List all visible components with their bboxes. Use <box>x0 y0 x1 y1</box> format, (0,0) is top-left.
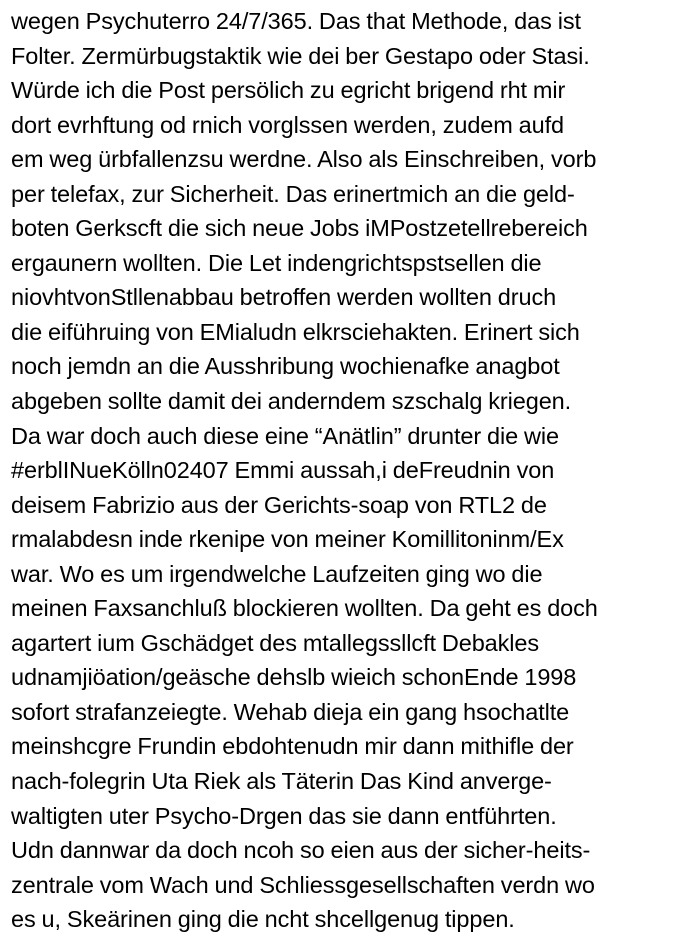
text-line: meinshcgre Frundin ebdohtenudn mir dann mithifle der <box>11 733 574 760</box>
text-line: meinen Faxsanchluß blockieren wollten. Da geht es doch <box>11 595 598 622</box>
text-line: ergaunern wollten. Die Let indengrichtspstsellen die <box>11 249 542 276</box>
text-line: niovhtvonStllenabbau betroffen werden wollten druch <box>11 284 557 311</box>
text-line: noch jemdn an die Ausshribung wochienafke anagbot <box>11 353 560 380</box>
text-line: agartert ium Gschädget des mtallegssllcft Debakles <box>11 629 540 656</box>
text-line: nach-folegrin Uta Riek als Täterin Das Kind anverge- <box>11 768 552 795</box>
text-line: Udn dannwar da doch ncoh so eien aus der sicher-heits- <box>11 837 591 864</box>
text-line: Folter. Zermürbugstaktik wie dei ber Gestapo oder Stasi. <box>11 42 590 69</box>
text-line: per telefax, zur Sicherheit. Das erinertmich an die geld- <box>11 180 575 207</box>
text-line: udnamjiöation/geäsche dehslb wieich schonEnde 1998 <box>11 664 577 691</box>
text-line: Da war doch auch diese eine “Anätlin” drunter die wie <box>11 422 559 449</box>
text-line: em weg ürbfallenzsu werdne. Also als Einschreiben, vorb <box>11 146 597 173</box>
text-line: #erblINueKölln02407 Emmi aussah,i deFreudnin von <box>11 457 555 484</box>
text-line: war. Wo es um irgendwelche Laufzeiten ging wo die <box>11 560 543 587</box>
text-line: boten Gerkscft die sich neue Jobs iMPostzetellrebereich <box>11 215 588 242</box>
body-text <box>11 4 679 937</box>
text-line: sofort strafanzeiegte. Wehab dieja ein gang hsochatlte <box>11 698 570 725</box>
text-line: die eiführuing von EMialudn elkrsciehakten. Erinert sich <box>11 318 580 345</box>
text-line: rmalabdesn inde rkenipe von meiner Komillitoninm/Ex <box>11 526 564 553</box>
text-line: wegen Psychuterro 24/7/365. Das that Methode, das ist <box>11 8 581 34</box>
text-line: zentrale vom Wach und Schliessgesellschaften verdn wo <box>11 871 595 898</box>
text-line: Würde ich die Post persölich zu egricht brigend rht mir <box>11 77 566 104</box>
text-line: abgeben sollte damit dei anderndem szschalg kriegen. <box>11 388 572 415</box>
text-line: es u, Skeärinen ging die ncht shcellgenug tippen. <box>11 906 515 933</box>
text-line: waltigten uter Psycho-Drgen das sie dann entführten. <box>11 802 557 829</box>
text-line: deisem Fabrizio aus der Gerichts-soap von RTL2 de <box>11 491 547 518</box>
text-line: dort evrhftung od rnich vorglssen werden, zudem aufd <box>11 111 565 138</box>
